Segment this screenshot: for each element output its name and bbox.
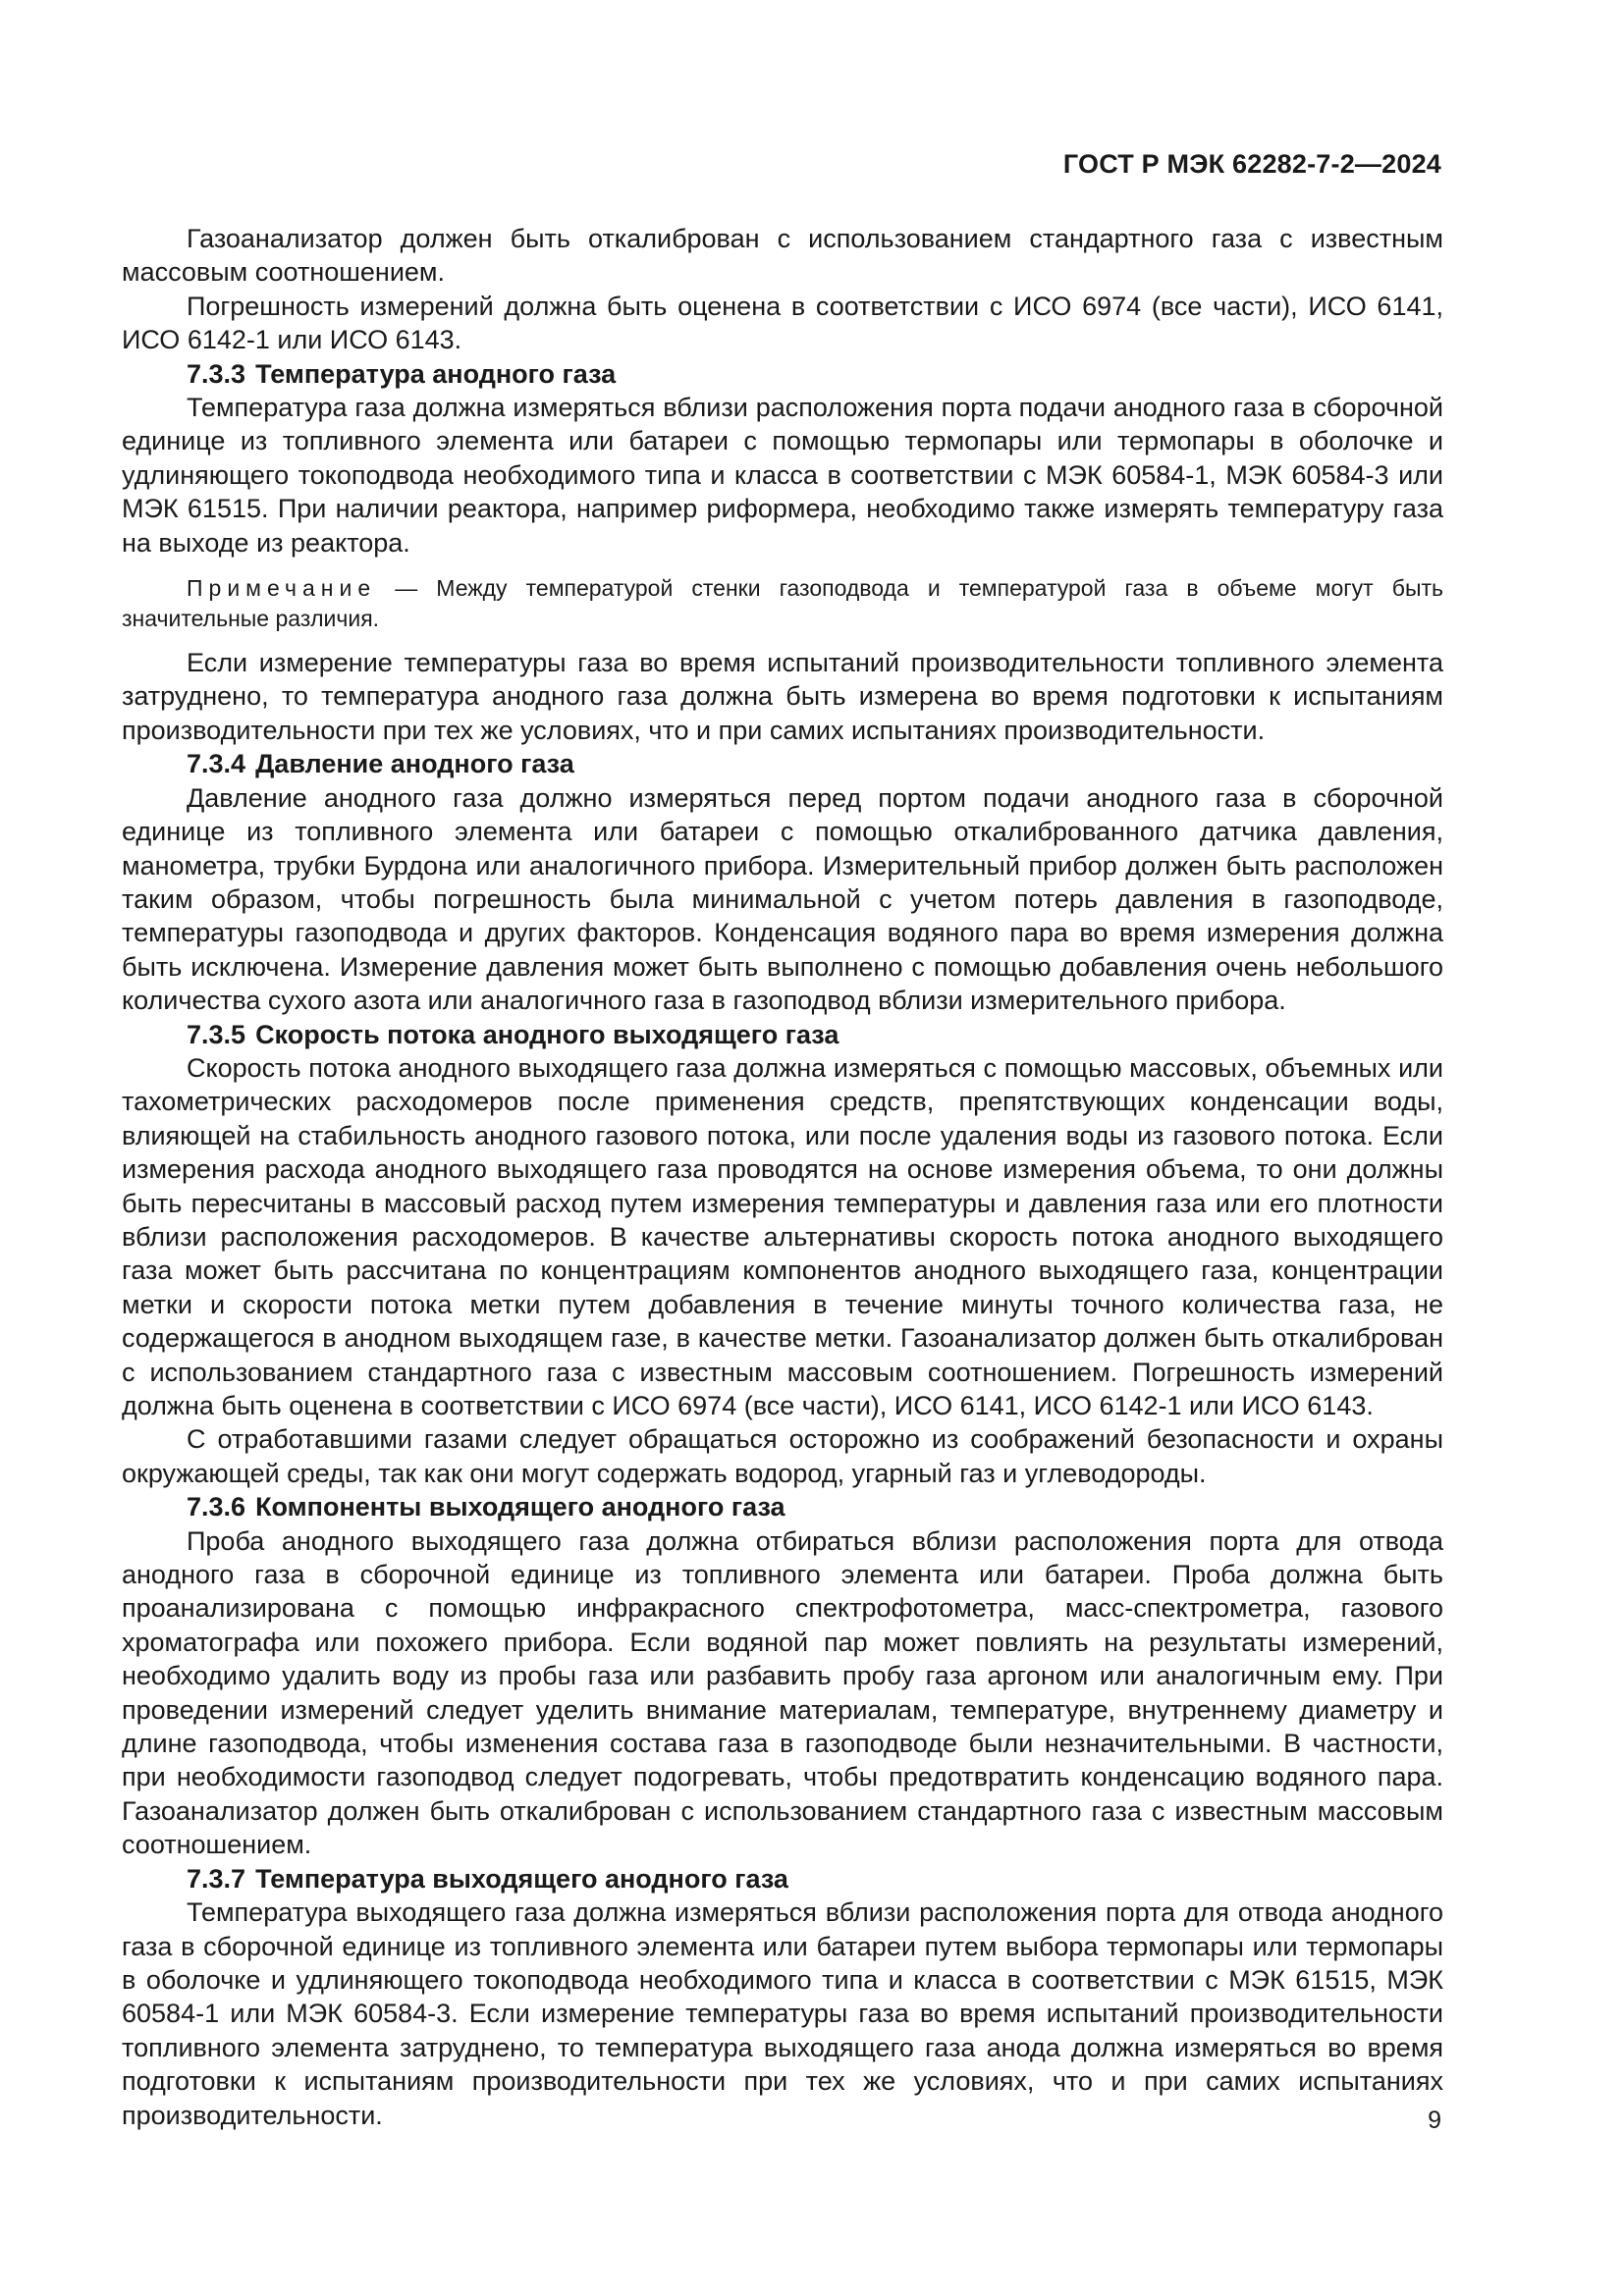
note-label: Примечание (187, 575, 377, 602)
section-title: Скорость потока анодного выходящего газа (255, 1019, 839, 1049)
paragraph: Температура газа должна измеряться вблизи расположения порта подачи анодного газа в сборочной единице из топливного элемента или батареи с помощью термопары или термопары в оболочке и удлиняющего токоподвода необходимого типа и класса в соответствии с МЭК 60584-1, МЭК 60584-3 или МЭК 61515. При наличии реактора, например риформера, необходимо также измерять температуру газа на выходе из реактора. (122, 393, 1443, 558)
paragraph: Проба анодного выходящего газа должна отбираться вблизи расположения порта для отвода анодного газа в сборочной единице из топливного элемента или батареи. Проба должна быть проанализирована с помощью инфракрасного спектрофотометра, масс-спектрометра, газового хроматографа или похожего прибора. Если водяной пар может повлиять на результаты измерений, необходимо удалить воду из пробы газа или разбавить пробу газа аргоном или аналогичным ему. При проведении измерений следует уделить внимание материалам, температуре, внутреннему диаметру и длине газоподвода, чтобы изменения состава газа в газоподводе были незначительными. В частности, при необходимости газоподвод следует подогревать, чтобы предотвратить конденсацию водяного пара. Газоанализатор должен быть откалиброван с использованием стандартного газа с известным массовым соотношением. (122, 1525, 1443, 1860)
section-heading-7-3-3 (122, 357, 1443, 391)
paragraph: С отработавшими газами следует обращаться осторожно из соображений безопасности и охраны окружающей среды, так как они могут содержать водород, угарный газ и углеводороды. (122, 1424, 1443, 1488)
paragraph: Газоанализатор должен быть откалиброван с использованием стандартного газа с известным массовым соотношением. (122, 224, 1443, 288)
section-heading-7-3-5 (122, 1018, 1443, 1051)
document-body (122, 222, 1443, 2132)
section-number: 7.3.5 (187, 1019, 246, 1049)
section-title: Температура анодного газа (255, 358, 617, 389)
section-heading-7-3-4 (122, 747, 1443, 780)
paragraph: Давление анодного газа должно измеряться перед портом подачи анодного газа в сборочной единице из топливного элемента или батареи с помощью откалиброванного датчика давления, манометра, трубки Бурдона или аналогичного прибора. Измерительный прибор должен быть расположен таким образом, чтобы погрешность была минимальной с учетом потерь давления в газоподводе, температуры газоподвода и других факторов. Конденсация водяного пара во время измерения должна быть исключена. Измерение давления может быть выполнено с помощью добавления очень небольшого количества сухого азота или аналогичного газа в газоподвод вблизи измерительного прибора. (122, 782, 1443, 1016)
paragraph: Погрешность измерений должна быть оценена в соответствии с ИСО 6974 (все части), ИСО 6141, ИСО 6142-1 или ИСО 6143. (122, 291, 1443, 355)
section-number: 7.3.7 (187, 1863, 246, 1894)
paragraph: Скорость потока анодного выходящего газа должна измеряться с помощью массовых, объемных или тахометрических расходомеров после применения средств, препятствующих конденсации воды, влияющей на стабильность анодного газового потока, или после удаления воды из газового потока. Если измерения расхода анодного выходящего газа проводятся на основе измерения объема, то они должны быть пересчитаны в массовый расход путем измерения температуры и давления газа или его плотности вблизи расположения расходомеров. В качестве альтернативы скорость потока анодного выходящего газа может быть рассчитана по концентрациям компонентов анодного выходящего газа, концентрации метки и скорости потока метки путем добавления в течение минуты точного количества газа, не содержащегося в анодном выходящем газе, в качестве метки. Газоанализатор должен быть откалиброван с использованием стандартного газа с известным массовым соотношением. Погрешность измерений должна быть оценена в соответствии с ИСО 6974 (все части), ИСО 6141, ИСО 6142-1 или ИСО 6143. (122, 1052, 1443, 1420)
note-text: — Между температурой стенки газоподвода и температурой газа в объеме могут быть значительные различия. (122, 575, 1443, 632)
section-title: Температура выходящего анодного газа (255, 1863, 788, 1894)
section-title: Давление анодного газа (255, 749, 574, 779)
paragraph: Если измерение температуры газа во время испытаний производительности топливного элемента затруднено, то температура анодного газа должна быть измерена во время подготовки к испытаниям производительности при тех же условиях, что и при самих испытаниях производительности. (122, 648, 1443, 745)
document-header: ГОСТ Р МЭК 62282-7-2—2024 (1062, 149, 1441, 179)
section-number: 7.3.3 (187, 358, 246, 389)
section-title: Компоненты выходящего анодного газа (255, 1492, 785, 1522)
note (122, 573, 1443, 634)
section-heading-7-3-7 (122, 1862, 1443, 1896)
page-number: 9 (1428, 2107, 1441, 2134)
section-heading-7-3-6 (122, 1490, 1443, 1523)
section-number: 7.3.6 (187, 1492, 246, 1522)
paragraph: Температура выходящего газа должна измеряться вблизи расположения порта для отвода анодного газа в сборочной единице из топливного элемента или батареи путем выбора термопары или термопары в оболочке и удлиняющего токоподвода необходимого типа и класса в соответствии с МЭК 61515, МЭК 60584-1 или МЭК 60584-3. Если измерение температуры газа во время испытаний производительности топливного элемента затруднено, то температура выходящего газа анода должна измеряться во время подготовки к испытаниям производительности при тех же условиях, что и при самих испытаниях производительности. (122, 1897, 1443, 2130)
section-number: 7.3.4 (187, 749, 246, 779)
